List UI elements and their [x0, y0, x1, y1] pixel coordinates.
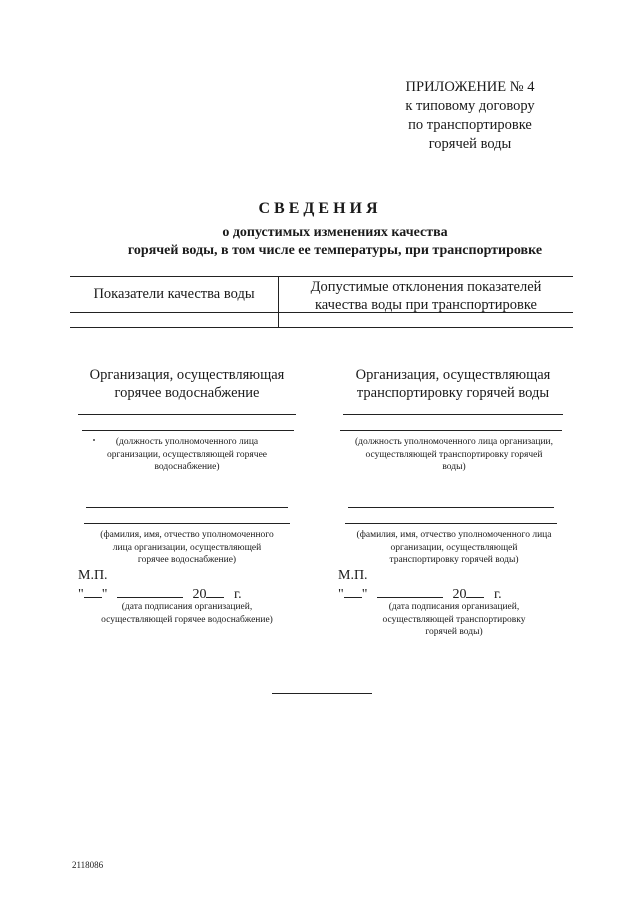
right-date-year-blank — [466, 585, 484, 598]
right-date-month-blank — [377, 585, 443, 598]
table-header-quality: Показатели качества воды — [93, 286, 255, 302]
left-date-year-prefix: 20 — [192, 587, 207, 602]
left-date-year-blank — [206, 585, 224, 598]
right-name-caption-line-2: организации, осуществляющей — [390, 542, 518, 553]
left-position-caption-line-2: организации, осуществляющей горячее — [106, 449, 267, 460]
right-date-day-blank — [344, 585, 362, 598]
left-stamp-label: М.П. — [78, 568, 108, 583]
left-position-caption-line-3: водоснабжение) — [154, 462, 220, 472]
left-position-caption — [62, 436, 312, 474]
right-date-caption-line-1: (дата подписания организацией, — [388, 602, 520, 612]
left-date-caption-line-1: (дата подписания организацией, — [121, 602, 253, 612]
appendix-line-2: к типовому договору — [405, 98, 535, 114]
right-position-caption — [325, 436, 583, 474]
appendix-line-3: по транспортировке — [408, 117, 532, 133]
left-name-caption-line-2: лица организации, осуществляющей — [112, 542, 262, 553]
table-bottom-border — [70, 327, 573, 328]
left-name-caption — [62, 529, 312, 567]
right-date-caption-line-3: горячей воды) — [425, 627, 483, 637]
document-code: 2118086 — [72, 860, 104, 870]
left-date-quote-open: " — [78, 587, 84, 602]
left-org-title — [62, 366, 312, 402]
left-position-caption-line-1: (должность уполномоченного лица — [115, 437, 259, 447]
right-position-caption-line-3: воды) — [442, 462, 466, 472]
right-date-caption — [325, 601, 583, 639]
left-org-line-1: Организация, осуществляющая — [89, 367, 285, 383]
document-title: СВЕДЕНИЯ — [258, 200, 382, 217]
appendix-line-4: горячей воды — [428, 136, 512, 152]
left-org-line-2: горячее водоснабжение — [114, 385, 260, 401]
right-name-caption-line-1: (фамилия, имя, отчество уполномоченного лица — [356, 530, 552, 540]
left-position-line-2 — [82, 430, 294, 431]
left-date-day-blank — [84, 585, 102, 598]
appendix-header — [380, 78, 560, 154]
subtitle-line-1: о допустимых изменениях качества — [222, 225, 448, 240]
right-name-caption — [325, 529, 583, 567]
left-name-caption-line-1: (фамилия, имя, отчество уполномоченного — [100, 530, 274, 540]
left-date-suffix: г. — [233, 587, 242, 602]
right-date-year-prefix: 20 — [452, 587, 467, 602]
right-name-caption-line-3: транспортировку горячей воды) — [389, 555, 519, 565]
right-position-caption-line-2: осуществляющей транспортировку горячей — [365, 449, 543, 460]
right-name-line — [348, 507, 554, 508]
right-position-caption-line-1: (должность уполномоченного лица организации, — [354, 437, 553, 447]
left-position-line — [78, 414, 296, 415]
right-position-line — [343, 414, 563, 415]
table-top-border — [70, 276, 573, 277]
table-header-deviations-line-1: Допустимые отклонения показателей — [310, 279, 542, 295]
right-org-line-2: транспортировку горячей воды — [356, 385, 550, 401]
right-date-suffix: г. — [493, 587, 502, 602]
left-name-line — [86, 507, 288, 508]
left-name-line-2 — [84, 523, 290, 524]
end-separator — [272, 693, 372, 694]
left-name-caption-line-3: горячее водоснабжение) — [137, 555, 237, 565]
right-org-title — [328, 366, 578, 402]
subtitle-line-2: горячей воды, в том числе ее температуры, при транспортировке — [127, 243, 543, 258]
right-stamp-label: М.П. — [338, 568, 368, 583]
left-date-quote-close: " — [101, 587, 108, 602]
appendix-number: ПРИЛОЖЕНИЕ № 4 — [405, 79, 535, 95]
table-column-divider — [278, 276, 279, 327]
right-name-line-2 — [345, 523, 557, 524]
right-position-line-2 — [340, 430, 562, 431]
right-org-line-1: Организация, осуществляющая — [355, 367, 551, 383]
right-date-quote-open: " — [338, 587, 344, 602]
right-date-caption-line-2: осуществляющей транспортировку — [382, 614, 526, 625]
left-date-month-blank — [117, 585, 183, 598]
table-header-deviations-line-2: качества воды при транспортировке — [314, 297, 537, 313]
document-subtitle — [60, 224, 610, 260]
table-header-deviations — [280, 278, 572, 314]
left-date-caption — [62, 601, 312, 626]
right-date-quote-close: " — [361, 587, 368, 602]
left-date-caption-line-2: осуществляющей горячее водоснабжение) — [101, 614, 273, 625]
